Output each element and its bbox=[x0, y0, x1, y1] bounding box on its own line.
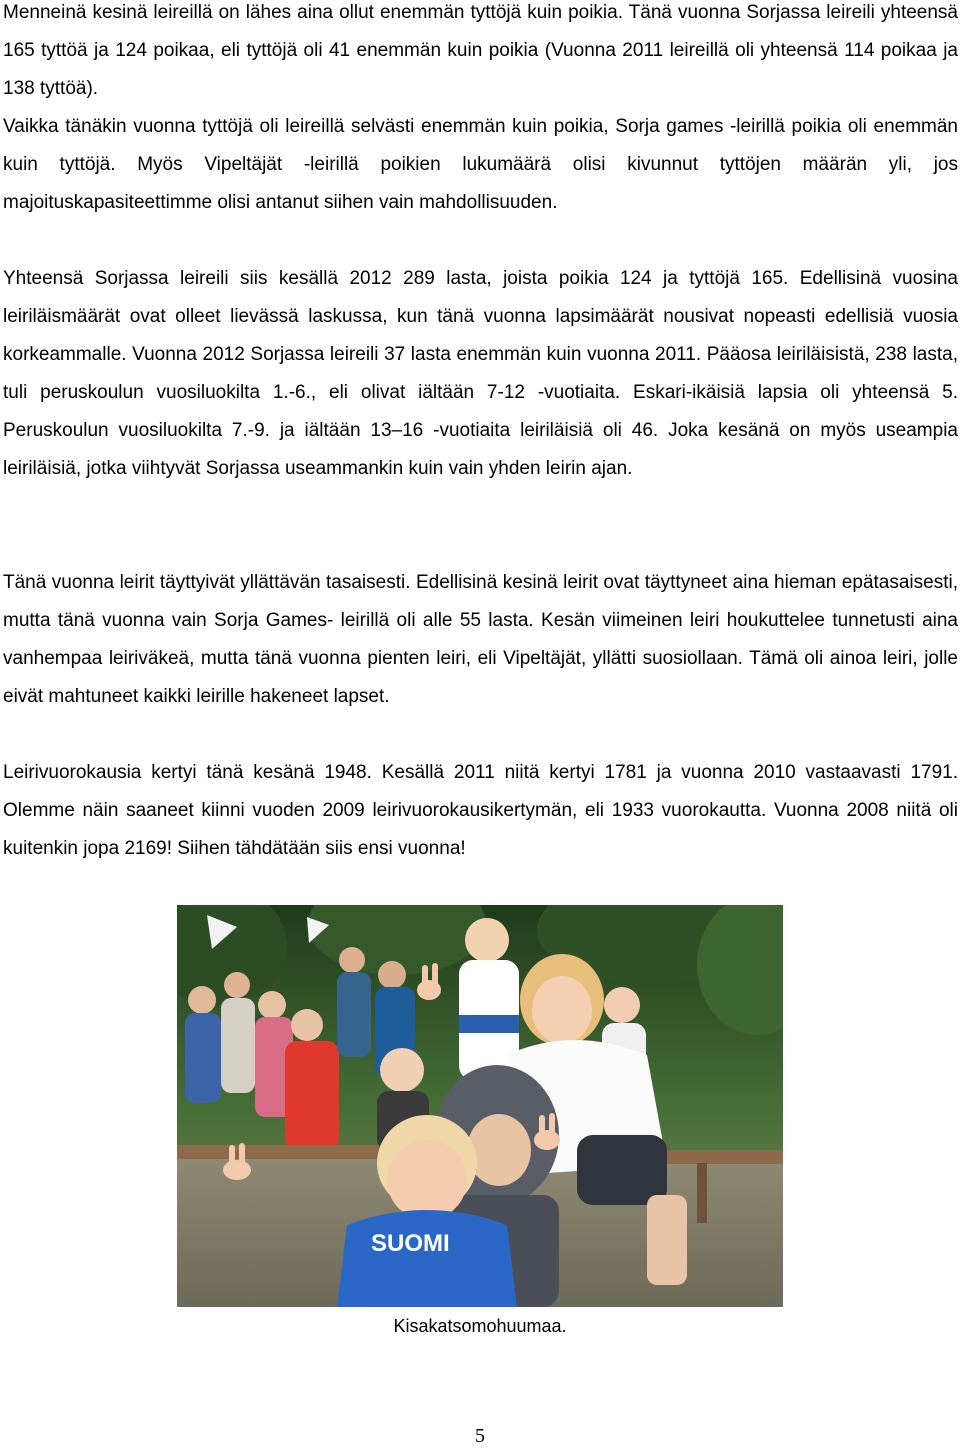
camp-photo bbox=[177, 905, 783, 1307]
paragraph-camp-days: Leirivuorokausia kertyi tänä kesänä 1948. Kesällä 2011 niitä kertyi 1781 ja vuonna 2010 vastaavasti 1791. Olemme näin saaneet kiinni vuoden 2009 leirivuorokausikertymän, eli 1933 vuorokautta. Vuonna 2008 niitä oli kuitenkin jopa 2169! Siihen tähdätään siis ensi vuonna! bbox=[3, 762, 958, 859]
shirt-print-text: SUOMI bbox=[371, 1230, 450, 1257]
page-number: 5 bbox=[475, 1425, 485, 1447]
paragraph-gender-statistics: Menneinä kesinä leireillä on lähes aina ollut enemmän tyttöjä kuin poikia. Tänä vuonna Sorjassa leireili yhteensä 165 tyttöä ja 124 poikaa, eli tyttöjä oli 41 enemmän kuin poikia (Vuonna 2011 leireillä oli yhteensä 114 poikaa ja 138 tyttöä). bbox=[3, 2, 958, 99]
photo-caption: Kisakatsomohuumaa. bbox=[393, 1316, 567, 1336]
paragraph-camp-occupancy: Tänä vuonna leirit täyttyivät yllättävän tasaisesti. Edellisinä kesinä leirit ovat täyttyneet aina hieman epätasaisesti, mutta tänä vuonna vain Sorja Games- leirillä oli alle 55 lasta. Kesän viimeinen leiri houkuttelee tunnetusti aina vanhempaa leiriväkeä, mutta tänä vuonna pienten leiri, eli Vipeltäjät, yllätti suosiollaan. Tämä oli ainoa leiri, jolle eivät mahtuneet kaikki leirille hakeneet lapset. bbox=[3, 572, 958, 707]
paragraph-sorja-games: Vaikka tänäkin vuonna tyttöjä oli leireillä selvästi enemmän kuin poikia, Sorja games -leirillä poikia oli enemmän kuin tyttöjä. Myös Vipeltäjät -leirillä poikien lukumäärä olisi kivunnut tyttöjen määrän yli, jos majoituskapasiteettimme olisi antanut siihen vain mahdollisuuden. bbox=[3, 116, 958, 213]
paragraph-camper-totals: Yhteensä Sorjassa leireili siis kesällä 2012 289 lasta, joista poikia 124 ja tyttöjä 165. Edellisinä vuosina leiriläismäärät ovat olleet lievässä laskussa, kun tänä vuonna lapsimäärät nousivat nopeasti edellisiä vuosia korkeammalle. Vuonna 2012 Sorjassa leireili 37 lasta enemmän kuin vuonna 2011. Pääosa leiriläisistä, 238 lasta, tuli peruskoulun vuosiluokilta 1.-6., eli olivat iältään 7-12 -vuotiaita. Eskari-ikäisiä lapsia oli yhteensä 5. Peruskoulun vuosiluokilta 7.-9. ja iältään 13–16 -vuotiaita leiriläisiä oli 46. Joka kesänä on myös useampia leiriläisiä, jotka viihtyvät Sorjassa useammankin kuin vain yhden leirin ajan. bbox=[3, 268, 958, 479]
